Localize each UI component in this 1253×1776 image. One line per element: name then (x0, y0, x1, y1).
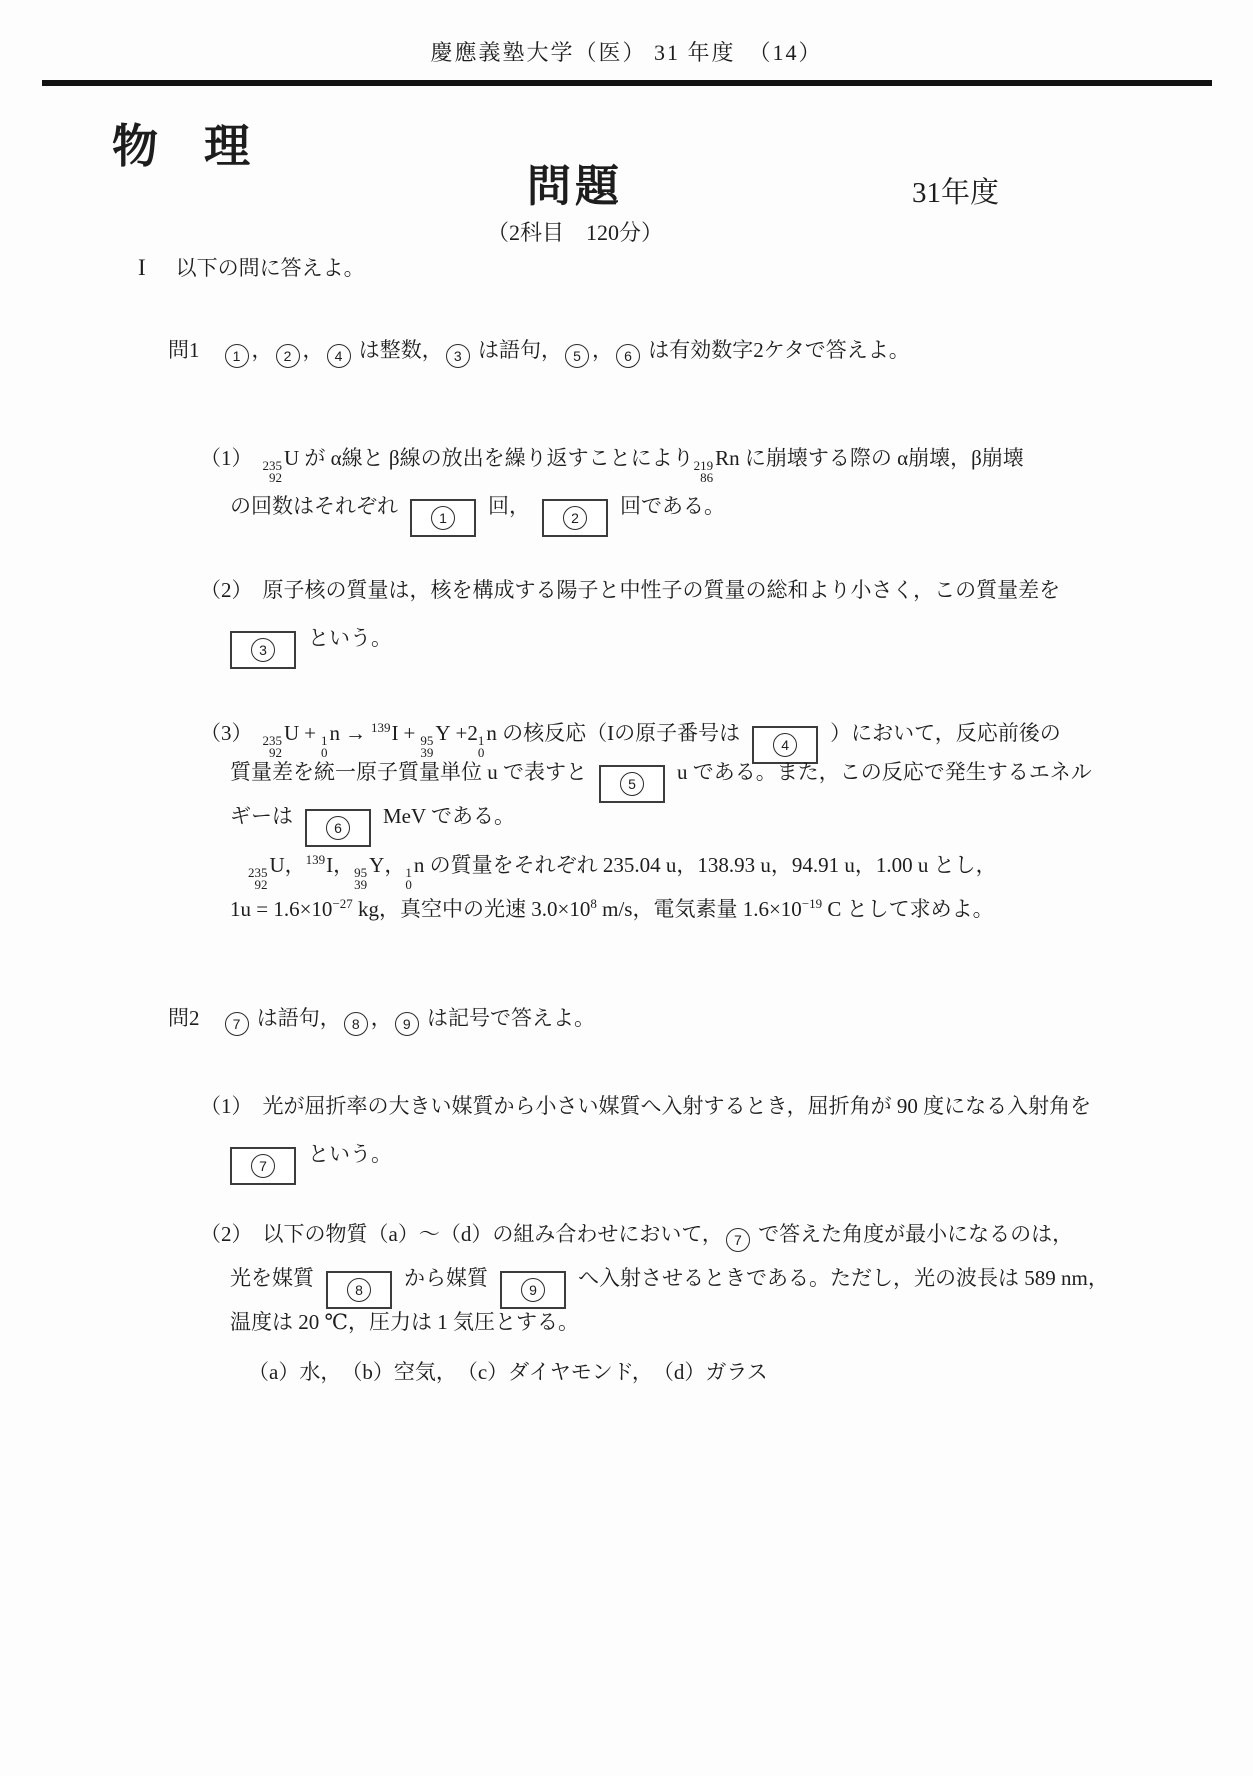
question-line (200, 482, 1024, 530)
text-run: m/s，電気素量 1.6×10 (596, 897, 802, 921)
circled-4-icon: 4 (327, 344, 351, 368)
text-run: ， (384, 853, 406, 877)
nuclide-i139 (371, 721, 399, 745)
element-symbol: U (284, 446, 300, 470)
atomic-number: 92 (254, 877, 268, 892)
circled-9-icon: 9 (521, 1278, 545, 1302)
part-label: （3） (200, 721, 253, 745)
question-line (200, 566, 1060, 614)
element-symbol: n (329, 721, 341, 745)
circled-7-icon: 7 (251, 1154, 275, 1178)
text-run: ， (302, 338, 324, 362)
atomic-number: 92 (269, 470, 282, 485)
nuclide-i139 (306, 853, 334, 877)
text-run: は記号で答えよ。 (421, 1006, 595, 1030)
circled-2-icon: 2 (563, 506, 587, 530)
part-label: （2） (200, 1222, 253, 1246)
text-run: は有効数字2ケタで答えよ。 (643, 338, 910, 362)
question-line (200, 882, 1092, 926)
text-run: という。 (308, 626, 392, 650)
q2-heading (168, 1002, 595, 1036)
circled-4-icon: 4 (773, 733, 797, 757)
text-run: C として求めよ。 (822, 897, 994, 921)
text-run: へ入射させるときである。ただし，光の波長は 589 nm， (578, 1266, 1109, 1290)
text-run: が α線と β線の放出を繰り返すことにより (299, 446, 694, 470)
question-line (200, 614, 1060, 662)
time-note: （2科目 120分） (486, 220, 663, 245)
question-line (200, 838, 1092, 892)
text-run: 回， (488, 494, 530, 518)
q1-part2 (200, 566, 1060, 662)
q1-part1 (200, 434, 1024, 530)
mass-number: 235 (262, 733, 282, 748)
element-symbol: I (391, 721, 399, 745)
atomic-number: 39 (354, 877, 368, 892)
atomic-number: 0 (405, 877, 412, 892)
element-symbol: Rn (715, 446, 740, 470)
text-run: 1u = 1.6×10 (230, 897, 333, 921)
text-run: 温度は 20 ℃，圧力は 1 気圧とする。 (230, 1310, 579, 1334)
text-run: 質量差を統一原子質量単位 u で表すと (230, 760, 587, 784)
atomic-number: 39 (420, 745, 434, 760)
text-run: の回数はそれぞれ (230, 494, 398, 518)
text-run: で答えた角度が最小になるのは， (752, 1222, 1074, 1246)
mass-number: 139 (305, 852, 326, 867)
question-line (200, 1256, 1109, 1300)
text-run: （a）水， （b）空気， （c）ダイヤモンド， （d）ガラス (248, 1360, 768, 1384)
page-header: 慶應義塾大学（医） 31 年度 （14） (430, 40, 823, 65)
year-label: 31年度 (912, 177, 1000, 209)
question-line (200, 1300, 1109, 1344)
answer-box-3 (230, 631, 296, 669)
text-run: ， (592, 338, 613, 362)
q2-number: 問2 (168, 1006, 200, 1030)
mass-number: 95 (420, 733, 434, 748)
nuclide-u235 (262, 446, 300, 485)
text-run: 回である。 (620, 494, 725, 518)
q1-part3 (200, 706, 1092, 926)
nuclide-u235 (262, 721, 300, 760)
text-run: という。 (308, 1142, 392, 1166)
text-run: 以下の物質（a）～（d）の組み合わせにおいて， (262, 1222, 723, 1246)
text-run: ， (251, 338, 273, 362)
text-run: に崩壊する際の α崩壊，β崩壊 (739, 446, 1024, 470)
arrow-icon: → (345, 721, 367, 745)
circled-6-icon: 6 (616, 344, 640, 368)
plus-operator: +2 (455, 721, 478, 745)
nuclide-y95 (420, 721, 451, 760)
question-line (200, 1082, 1091, 1130)
circled-8-icon: 8 (347, 1278, 371, 1302)
subject-title: 物 理 (112, 121, 250, 172)
text-run: の核反応（Iの原子番号は (496, 721, 741, 745)
mass-number: 95 (354, 865, 368, 880)
nuclide-n1 (405, 853, 425, 892)
text-run: 光が屈折率の大きい媒質から小さい媒質へ入射するとき，屈折角が 90 度になる入射角を (262, 1094, 1092, 1118)
text-run: は整数， (353, 338, 443, 362)
question-line (200, 750, 1092, 794)
element-symbol: n (413, 853, 425, 877)
element-symbol: U (284, 721, 300, 745)
mass-number: 235 (262, 458, 282, 473)
text-run: ， (370, 1006, 392, 1030)
text-run: ギーは (230, 804, 293, 828)
nuclide-y95 (354, 853, 385, 892)
q1-number: 問1 (168, 338, 200, 362)
circled-7-icon: 7 (726, 1228, 750, 1252)
plus-operator: + (304, 721, 317, 745)
question-line (200, 434, 1024, 485)
section-number: I (138, 255, 146, 280)
nuclide-numbers (263, 460, 283, 484)
part-label: （1） (200, 446, 253, 470)
mass-number: 219 (693, 458, 714, 473)
text-run: 原子核の質量は，核を構成する陽子と中性子の質量の総和より小さく，この質量差を (262, 578, 1061, 602)
text-run: ， (284, 853, 306, 877)
nuclide-rn219 (693, 446, 740, 485)
exponent: −27 (332, 896, 353, 911)
q2-options (248, 1348, 768, 1396)
circled-8-icon: 8 (344, 1012, 368, 1036)
exam-title: 問題 (527, 162, 623, 211)
text-run: u である。また，この反応で発生するエネル (677, 760, 1092, 784)
text-run: ）において，反応前後の (830, 721, 1061, 745)
exponent: −19 (801, 896, 823, 911)
circled-3-icon: 3 (251, 638, 275, 662)
circled-5-icon: 5 (565, 344, 589, 368)
circled-9-icon: 9 (395, 1012, 419, 1036)
text-run: から媒質 (404, 1266, 488, 1290)
nuclide-u235 (248, 853, 285, 892)
circled-1-icon: 1 (431, 506, 455, 530)
q2-part2 (200, 1212, 1109, 1344)
question-line (200, 706, 1092, 760)
mass-number: 1 (405, 865, 412, 880)
text-run: MeV である。 (383, 804, 516, 828)
text-run: の質量をそれぞれ 235.04 u，138.93 u，94.91 u，1.00 u とし， (424, 853, 997, 877)
text-run: 光を媒質 (230, 1266, 314, 1290)
q2-part1 (200, 1082, 1091, 1178)
circled-5-icon: 5 (620, 772, 644, 796)
atomic-number: 86 (700, 470, 714, 485)
answer-box-1 (410, 499, 476, 537)
part-label: （2） (200, 578, 253, 602)
section-text: 以下の問に答えよ。 (175, 256, 365, 280)
atomic-number: 92 (269, 745, 282, 760)
section-heading (138, 252, 365, 282)
text-run: は語句， (251, 1006, 341, 1030)
circled-3-icon: 3 (446, 344, 470, 368)
element-symbol: Y (369, 853, 385, 877)
answer-box-7 (230, 1147, 296, 1185)
element-symbol: I (326, 853, 334, 877)
circled-2-icon: 2 (276, 344, 300, 368)
circled-6-icon: 6 (326, 816, 350, 840)
mass-number: 1 (477, 733, 485, 748)
options-line (248, 1348, 768, 1396)
plus-operator: + (403, 721, 416, 745)
atomic-number: 0 (321, 745, 328, 760)
answer-box-5 (599, 765, 665, 803)
element-symbol: U (269, 853, 285, 877)
nuclide-n1 (321, 721, 341, 760)
mass-number: 139 (371, 720, 391, 735)
mass-number: 235 (248, 865, 268, 880)
part-label: （1） (200, 1094, 253, 1118)
text-run: は語句， (472, 338, 562, 362)
atomic-number: 0 (477, 745, 485, 760)
nuclide-numbers (694, 460, 714, 484)
element-symbol: n (486, 721, 497, 745)
divider-rule (42, 80, 1212, 86)
text-run: kg，真空中の光速 3.0×10 (352, 897, 591, 921)
nuclide-n2 (477, 721, 497, 760)
element-symbol: Y (435, 721, 451, 745)
text-run: ， (333, 853, 355, 877)
q1-heading (168, 334, 910, 368)
circled-7-icon: 7 (225, 1012, 249, 1036)
exponent: 8 (590, 896, 597, 911)
mass-number: 1 (321, 733, 328, 748)
answer-box-2 (542, 499, 608, 537)
circled-1-icon: 1 (225, 344, 249, 368)
question-line (200, 1130, 1091, 1178)
question-line (200, 1212, 1109, 1256)
